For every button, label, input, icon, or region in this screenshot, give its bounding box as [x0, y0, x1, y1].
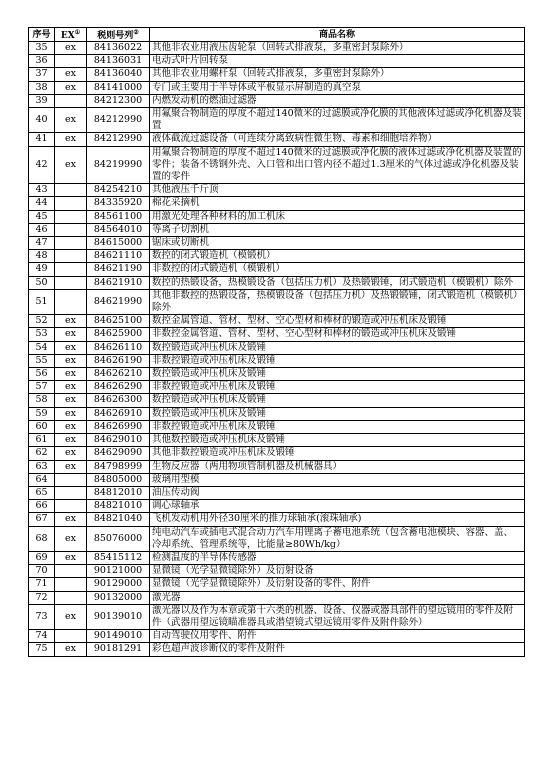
table-row — [29, 604, 525, 629]
row-ex: ex — [55, 341, 87, 354]
row-seq: 65 — [29, 486, 55, 499]
row-description: 非数控金属管道、管材、型材、空心型材和棒材的锻造或冲压机床及锻锤 — [150, 328, 525, 341]
row-code: 84621190 — [87, 263, 150, 276]
row-ex: ex — [55, 354, 87, 367]
row-seq: 51 — [29, 289, 55, 314]
row-code: 84219990 — [87, 146, 150, 184]
row-code: 84626190 — [87, 354, 150, 367]
row-code: 84821010 — [87, 500, 150, 513]
row-ex: ex — [55, 407, 87, 420]
row-seq: 39 — [29, 94, 55, 107]
row-description: 非数控锻造或冲压机床及锻锤 — [150, 354, 525, 367]
row-ex: ex — [55, 42, 87, 55]
row-description: 棉花采摘机 — [150, 197, 525, 210]
row-description: 其他非农业用液压齿轮泵（回转式排液泵，多重密封泵除外） — [150, 42, 525, 55]
row-code: 84212990 — [87, 108, 150, 133]
row-seq: 37 — [29, 68, 55, 81]
row-seq: 44 — [29, 197, 55, 210]
row-seq: 48 — [29, 250, 55, 263]
table-row — [29, 551, 525, 564]
table-row — [29, 513, 525, 526]
row-seq: 73 — [29, 604, 55, 629]
row-description: 调心球轴承 — [150, 500, 525, 513]
row-description: 生物反应器（两用物项管制机器及机械器具） — [150, 460, 525, 473]
row-description: 其他数控锻造或冲压机床及锻锤 — [150, 434, 525, 447]
row-code: 90121000 — [87, 565, 150, 578]
header-seq — [29, 28, 55, 42]
row-ex: ex — [55, 81, 87, 94]
row-description: 数控的热锻设备，热模锻设备（包括压力机）及热锻锻锤，闭式锻造机（模锻机）除外 — [150, 276, 525, 289]
row-seq: 75 — [29, 643, 55, 656]
table-row — [29, 341, 525, 354]
table-row — [29, 237, 525, 250]
row-seq: 45 — [29, 210, 55, 223]
table-row — [29, 42, 525, 55]
row-seq: 40 — [29, 108, 55, 133]
table-row — [29, 473, 525, 486]
row-description: 数控锻造或冲压机床及锻锤 — [150, 407, 525, 420]
table-row — [29, 263, 525, 276]
table-row — [29, 315, 525, 328]
row-code: 84626210 — [87, 368, 150, 381]
row-seq: 64 — [29, 473, 55, 486]
row-ex: ex — [55, 381, 87, 394]
table-row — [29, 434, 525, 447]
row-seq: 57 — [29, 381, 55, 394]
row-code: 84626910 — [87, 407, 150, 420]
row-ex — [55, 237, 87, 250]
row-description: 激光器以及作为本章或第十六类的机器、设备、仪器或器具部件的望远镜用的零件及附件（武器用望远镜瞄准器具或潜望镜式望远镜用零件及附件除外） — [150, 604, 525, 629]
table-row — [29, 526, 525, 551]
row-seq: 69 — [29, 551, 55, 564]
row-description: 飞机发动机用外径30厘米的推力球轴承(滚珠轴承) — [150, 513, 525, 526]
row-code: 84141000 — [87, 81, 150, 94]
row-code: 84621110 — [87, 250, 150, 263]
row-seq: 52 — [29, 315, 55, 328]
row-description: 用氟聚合物制造的厚度不超过140微米的过滤膜或净化膜的其他液体过滤或净化机器及装置 — [150, 108, 525, 133]
row-description: 其他非数控的热锻设备，热模锻设备（包括压力机）及热锻锻锤，闭式锻造机（模锻机）除外 — [150, 289, 525, 314]
row-seq: 56 — [29, 368, 55, 381]
row-ex — [55, 289, 87, 314]
row-code: 84136040 — [87, 68, 150, 81]
row-seq: 42 — [29, 146, 55, 184]
row-code: 84621990 — [87, 289, 150, 314]
table-row — [29, 447, 525, 460]
row-code: 84629010 — [87, 434, 150, 447]
row-code: 84821040 — [87, 513, 150, 526]
table-row — [29, 146, 525, 184]
table-row — [29, 394, 525, 407]
header-ex-footnote: ① — [74, 29, 81, 36]
row-code: 90181291 — [87, 643, 150, 656]
row-seq: 59 — [29, 407, 55, 420]
table-row — [29, 460, 525, 473]
row-code: 84625100 — [87, 315, 150, 328]
row-description: 显微镜（光学显微镜除外）及衍射设备 — [150, 565, 525, 578]
row-ex: ex — [55, 447, 87, 460]
row-code: 84212990 — [87, 133, 150, 146]
table-row — [29, 276, 525, 289]
header-code-footnote: ② — [133, 29, 139, 36]
row-description: 专门或主要用于半导体或平板显示屏制造的真空泵 — [150, 81, 525, 94]
row-ex: ex — [55, 420, 87, 433]
row-code: 84561100 — [87, 210, 150, 223]
row-seq: 41 — [29, 133, 55, 146]
row-seq: 58 — [29, 394, 55, 407]
row-description: 自动驾驶仪用零件、附件 — [150, 630, 525, 643]
header-code-label: 税则号列 — [97, 31, 134, 41]
row-seq: 54 — [29, 341, 55, 354]
row-seq: 62 — [29, 447, 55, 460]
row-ex — [55, 94, 87, 107]
row-description: 数控的闭式锻造机（模锻机） — [150, 250, 525, 263]
row-ex: ex — [55, 643, 87, 656]
row-code: 84621910 — [87, 276, 150, 289]
row-seq: 60 — [29, 420, 55, 433]
row-ex — [55, 184, 87, 197]
row-code: 90132000 — [87, 591, 150, 604]
table-row — [29, 197, 525, 210]
table-row — [29, 381, 525, 394]
row-description: 数控金属管道、管材、型材、空心型材和棒材的锻造或冲压机床及锻锤 — [150, 315, 525, 328]
table-row — [29, 565, 525, 578]
row-description: 数控锻造或冲压机床及锻锤 — [150, 341, 525, 354]
table-row — [29, 591, 525, 604]
row-description: 数控锻造或冲压机床及锻锤 — [150, 368, 525, 381]
row-description: 等离子切割机 — [150, 223, 525, 236]
row-description: 内燃发动机的燃油过滤器 — [150, 94, 525, 107]
table-row — [29, 108, 525, 133]
table-row — [29, 328, 525, 341]
row-description: 其他非农业用螺杆泵（回转式排液泵，多重密封泵除外） — [150, 68, 525, 81]
row-ex: ex — [55, 394, 87, 407]
table-row — [29, 407, 525, 420]
row-description: 锯床或切断机 — [150, 237, 525, 250]
row-ex — [55, 486, 87, 499]
row-ex — [55, 591, 87, 604]
row-ex — [55, 55, 87, 68]
row-code: 85415112 — [87, 551, 150, 564]
table-header — [29, 28, 525, 42]
row-ex: ex — [55, 68, 87, 81]
table-row — [29, 486, 525, 499]
table-row — [29, 94, 525, 107]
row-description: 其他非数控锻造或冲压机床及锻锤 — [150, 447, 525, 460]
table-row — [29, 55, 525, 68]
row-description: 非数控锻造或冲压机床及锻锤 — [150, 420, 525, 433]
row-seq: 53 — [29, 328, 55, 341]
row-ex: ex — [55, 108, 87, 133]
row-seq: 46 — [29, 223, 55, 236]
row-ex: ex — [55, 526, 87, 551]
row-ex — [55, 250, 87, 263]
row-seq: 38 — [29, 81, 55, 94]
row-ex — [55, 500, 87, 513]
row-code: 84798999 — [87, 460, 150, 473]
row-seq: 71 — [29, 578, 55, 591]
header-seq-label: 序号 — [32, 29, 51, 40]
table-row — [29, 250, 525, 263]
row-code: 84812010 — [87, 486, 150, 499]
row-seq: 47 — [29, 237, 55, 250]
row-seq: 36 — [29, 55, 55, 68]
row-description: 检测温度的半导体传感器 — [150, 551, 525, 564]
header-ex-label: EX — [60, 31, 75, 41]
row-code: 90129000 — [87, 578, 150, 591]
table-row — [29, 223, 525, 236]
row-description: 彩色超声波诊断仪的零件及附件 — [150, 643, 525, 656]
row-seq: 35 — [29, 42, 55, 55]
row-seq: 61 — [29, 434, 55, 447]
row-description: 用氟聚合物制造的厚度不超过140微米的过滤膜或净化膜的液体过滤或净化机器及装置的零件；装备不锈钢外壳、入口管和出口管内径不超过1.3厘米的气体过滤或净化机器及装置的零件 — [150, 146, 525, 184]
row-ex: ex — [55, 434, 87, 447]
row-description: 非数控的闭式锻造机（模锻机） — [150, 263, 525, 276]
row-description: 数控锻造或冲压机床及锻锤 — [150, 394, 525, 407]
row-ex — [55, 210, 87, 223]
row-ex — [55, 223, 87, 236]
row-ex: ex — [55, 315, 87, 328]
row-seq: 67 — [29, 513, 55, 526]
row-code: 90139010 — [87, 604, 150, 629]
row-description: 用激光处理各种材料的加工机床 — [150, 210, 525, 223]
table-row — [29, 68, 525, 81]
row-ex: ex — [55, 133, 87, 146]
row-code: 84805000 — [87, 473, 150, 486]
row-seq: 70 — [29, 565, 55, 578]
row-code: 84629090 — [87, 447, 150, 460]
row-description: 其他液压千斤顶 — [150, 184, 525, 197]
table-row — [29, 630, 525, 643]
header-name-label: 商品名称 — [318, 29, 355, 40]
row-ex: ex — [55, 604, 87, 629]
row-code: 84136022 — [87, 42, 150, 55]
row-seq: 49 — [29, 263, 55, 276]
row-ex — [55, 197, 87, 210]
table-row — [29, 420, 525, 433]
row-code: 84564010 — [87, 223, 150, 236]
table-row — [29, 643, 525, 656]
row-description: 非数控锻造或冲压机床及锻锤 — [150, 381, 525, 394]
row-ex — [55, 276, 87, 289]
row-description: 显微镜（光学显微镜除外）及衍射设备的零件、附件 — [150, 578, 525, 591]
row-ex: ex — [55, 513, 87, 526]
row-seq: 68 — [29, 526, 55, 551]
row-code: 84335920 — [87, 197, 150, 210]
table-row — [29, 210, 525, 223]
header-ex — [55, 28, 87, 42]
row-code: 84626990 — [87, 420, 150, 433]
row-code: 85076000 — [87, 526, 150, 551]
row-description: 油压传动阀 — [150, 486, 525, 499]
row-seq: 63 — [29, 460, 55, 473]
table-row — [29, 500, 525, 513]
tariff-table — [28, 27, 525, 657]
row-code: 84626110 — [87, 341, 150, 354]
table-row — [29, 289, 525, 314]
row-seq: 43 — [29, 184, 55, 197]
header-row — [29, 28, 525, 42]
row-ex — [55, 578, 87, 591]
row-ex: ex — [55, 551, 87, 564]
row-description: 激光器 — [150, 591, 525, 604]
row-code: 84625900 — [87, 328, 150, 341]
row-ex — [55, 565, 87, 578]
table-row — [29, 133, 525, 146]
row-ex: ex — [55, 146, 87, 184]
row-ex — [55, 263, 87, 276]
row-code: 84212300 — [87, 94, 150, 107]
table-body — [29, 42, 525, 657]
row-code: 84626290 — [87, 381, 150, 394]
header-code — [87, 28, 150, 42]
row-ex — [55, 630, 87, 643]
row-ex — [55, 473, 87, 486]
header-name — [150, 28, 525, 42]
row-code: 84626300 — [87, 394, 150, 407]
row-description: 电动式叶片回转泵 — [150, 55, 525, 68]
row-seq: 66 — [29, 500, 55, 513]
row-seq: 55 — [29, 354, 55, 367]
row-code: 84136031 — [87, 55, 150, 68]
table-row — [29, 578, 525, 591]
row-description: 玻璃用型模 — [150, 473, 525, 486]
table-row — [29, 368, 525, 381]
row-ex: ex — [55, 328, 87, 341]
row-seq: 50 — [29, 276, 55, 289]
row-description: 纯电动汽车或插电式混合动力汽车用锂离子蓄电池系统（包含蓄电池模块、容器、盖、冷却系统、管理系统等，比能量≥80Wh/kg） — [150, 526, 525, 551]
row-ex: ex — [55, 368, 87, 381]
row-code: 84254210 — [87, 184, 150, 197]
row-description: 液体截流过滤设备（可连续分离致病性微生物、毒素和细胞培养物） — [150, 133, 525, 146]
row-ex: ex — [55, 460, 87, 473]
row-code: 90149010 — [87, 630, 150, 643]
row-code: 84615000 — [87, 237, 150, 250]
row-seq: 74 — [29, 630, 55, 643]
row-seq: 72 — [29, 591, 55, 604]
table-row — [29, 81, 525, 94]
table-row — [29, 354, 525, 367]
table-row — [29, 184, 525, 197]
